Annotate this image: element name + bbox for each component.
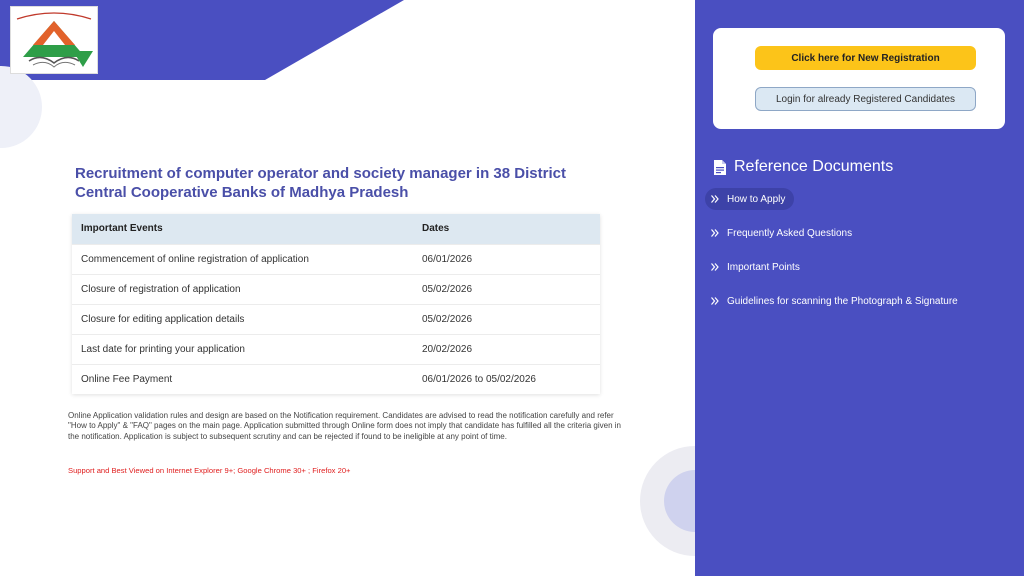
- event-cell: Commencement of online registration of application: [72, 244, 412, 274]
- table-row: [72, 244, 600, 274]
- chevron-double-right-icon: [711, 229, 719, 237]
- column-header-dates: Dates: [412, 214, 600, 244]
- sidebar-panel: [695, 0, 1024, 576]
- reference-documents-heading: [714, 158, 893, 176]
- page-title: Recruitment of computer operator and society manager in 38 District Central Cooperative Banks of Madhya Pradesh: [75, 165, 566, 201]
- ref-link-label: Guidelines for scanning the Photograph & Signature: [727, 295, 958, 307]
- event-cell: Online Fee Payment: [72, 364, 412, 394]
- event-cell: Closure for editing application details: [72, 304, 412, 334]
- chevron-double-right-icon: [711, 263, 719, 271]
- ref-link-important-points[interactable]: [705, 256, 809, 278]
- chevron-double-right-icon: [711, 195, 719, 203]
- browser-support-note: Support and Best Viewed on Internet Explorer 9+; Google Chrome 30+ ; Firefox 20+: [68, 466, 351, 475]
- validation-note: Online Application validation rules and design are based on the Notification requirement. Candidates are advised to read the notification carefully and refer "How to Apply" & "FAQ" pages on the main page. Application submitted through Online form does not imply that candidate has fulfilled all the criteria given in the notification. Application is subject to subsequent scrutiny and can be rejected if found to be ineligible at any point of time.: [68, 411, 622, 441]
- date-cell: 06/01/2026 to 05/02/2026: [412, 364, 600, 394]
- table-header-row: [72, 214, 600, 244]
- date-cell: 06/01/2026: [412, 244, 600, 274]
- event-cell: Last date for printing your application: [72, 334, 412, 364]
- column-header-events: Important Events: [72, 214, 412, 244]
- list-item: [705, 256, 1005, 290]
- list-item: [705, 222, 1005, 256]
- ref-link-label: Frequently Asked Questions: [727, 227, 853, 239]
- ref-link-scanning-guidelines[interactable]: [705, 290, 967, 312]
- table-row: [72, 274, 600, 304]
- list-item: [705, 188, 1005, 222]
- ref-link-faq[interactable]: [705, 222, 861, 244]
- event-cell: Closure of registration of application: [72, 274, 412, 304]
- table-row: [72, 334, 600, 364]
- date-cell: 05/02/2026: [412, 304, 600, 334]
- chevron-double-right-icon: [711, 297, 719, 305]
- decorative-circle: [0, 66, 42, 148]
- reference-documents-list: [705, 188, 1005, 324]
- reference-documents-title: Reference Documents: [734, 158, 894, 175]
- document-icon: [714, 160, 726, 175]
- date-cell: 20/02/2026: [412, 334, 600, 364]
- ref-link-label: How to Apply: [727, 193, 786, 205]
- organization-logo: [10, 6, 98, 74]
- table-row: [72, 364, 600, 394]
- new-registration-button[interactable]: Click here for New Registration: [755, 46, 976, 70]
- ref-link-how-to-apply[interactable]: [705, 188, 794, 210]
- table-row: [72, 304, 600, 334]
- login-button[interactable]: Login for already Registered Candidates: [755, 87, 976, 111]
- registration-box: [713, 28, 1005, 129]
- important-events-table: [72, 214, 600, 394]
- list-item: [705, 290, 1005, 324]
- ref-link-label: Important Points: [727, 261, 800, 273]
- date-cell: 05/02/2026: [412, 274, 600, 304]
